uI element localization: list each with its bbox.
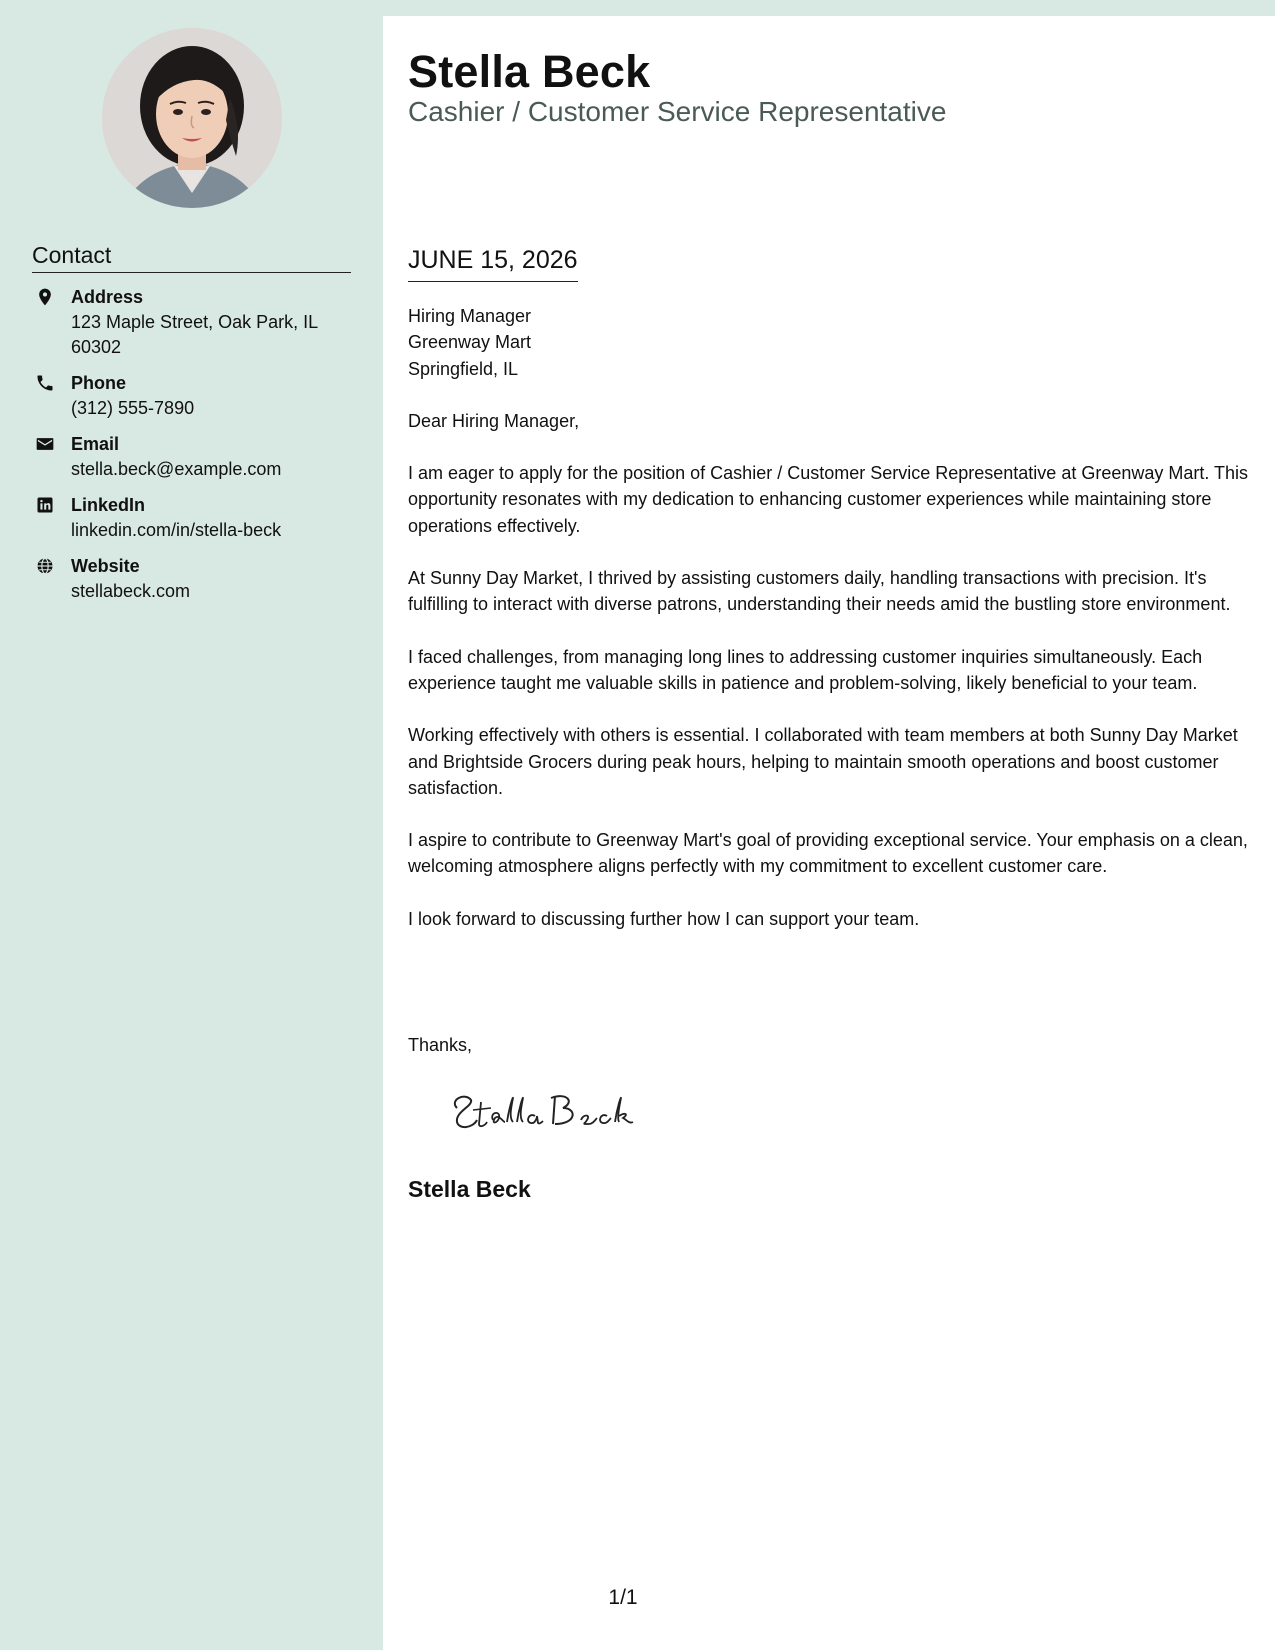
contact-value-email: stella.beck@example.com [71, 459, 282, 479]
handwritten-signature [443, 1078, 643, 1138]
contact-value-linkedin: linkedin.com/in/stella-beck [71, 520, 282, 540]
contact-item-linkedin [32, 493, 352, 543]
body-paragraph: I aspire to contribute to Greenway Mart's goal of providing exceptional service. Your emphasis on a clean, welcoming atmosphere aligns perfectly with my commitment to excellent customer care. [408, 830, 1248, 877]
salutation: Dear Hiring Manager, [408, 410, 580, 431]
recipient-line: Greenway Mart [408, 332, 532, 353]
recipient-line: Springfield, IL [408, 358, 519, 379]
body-paragraph: I faced challenges, from managing long lines to addressing customer inquiries simultaneously. Each experience taught me valuable skills in patience and problem-solving, likely beneficial to your team. [408, 646, 1203, 693]
contact-label-address: Address [71, 287, 144, 307]
profile-photo [102, 28, 282, 208]
contact-item-address [32, 285, 352, 360]
contact-item-website [32, 554, 352, 604]
contact-value-phone: (312) 555-7890 [71, 398, 195, 418]
signed-name: Stella Beck [408, 1176, 531, 1202]
recipient-block [408, 303, 1253, 382]
contact-item-phone [32, 371, 352, 421]
contact-label-website: Website [71, 556, 140, 576]
body-paragraph: At Sunny Day Market, I thrived by assisting customers daily, handling transactions with precision. It's fulfilling to interact with diverse patrons, understanding their needs amid the bustling store environment. [408, 568, 1231, 615]
letter-body [408, 303, 1253, 958]
sidebar [0, 0, 383, 1650]
applicant-name: Stella Beck [408, 46, 651, 97]
contact-label-phone: Phone [71, 373, 127, 393]
letter-date: JUNE 15, 2026 [408, 243, 578, 282]
recipient-line: Hiring Manager [408, 306, 532, 326]
globe-icon [35, 556, 55, 576]
applicant-title: Cashier / Customer Service Representative [408, 96, 947, 127]
map-pin-icon [35, 287, 55, 307]
body-paragraph: I am eager to apply for the position of Cashier / Customer Service Representative at Greenway Mart. This opportunity resonates with my dedication to enhancing customer experiences while maintaining store operations effectively. [408, 463, 1249, 536]
contact-item-email [32, 432, 352, 482]
contact-label-email: Email [71, 434, 120, 454]
contact-label-linkedin: LinkedIn [71, 495, 146, 515]
contact-value-website: stellabeck.com [71, 581, 191, 601]
page-number: 1/1 [608, 1586, 638, 1609]
portrait-illustration [102, 28, 282, 208]
body-paragraph: Working effectively with others is essential. I collaborated with team members at both Sunny Day Market and Brightside Grocers during peak hours, helping to maintain smooth operations and boost customer satisfaction. [408, 725, 1238, 798]
phone-icon [35, 373, 55, 393]
linkedin-icon [35, 495, 55, 515]
body-paragraph: I look forward to discussing further how I can support your team. [408, 908, 920, 929]
contact-list [32, 285, 352, 615]
envelope-icon [35, 434, 55, 454]
closing: Thanks, [408, 1035, 473, 1055]
contact-heading: Contact [32, 240, 351, 273]
contact-value-address: 123 Maple Street, Oak Park, IL 60302 [71, 312, 318, 357]
letter-main [383, 16, 1275, 1650]
